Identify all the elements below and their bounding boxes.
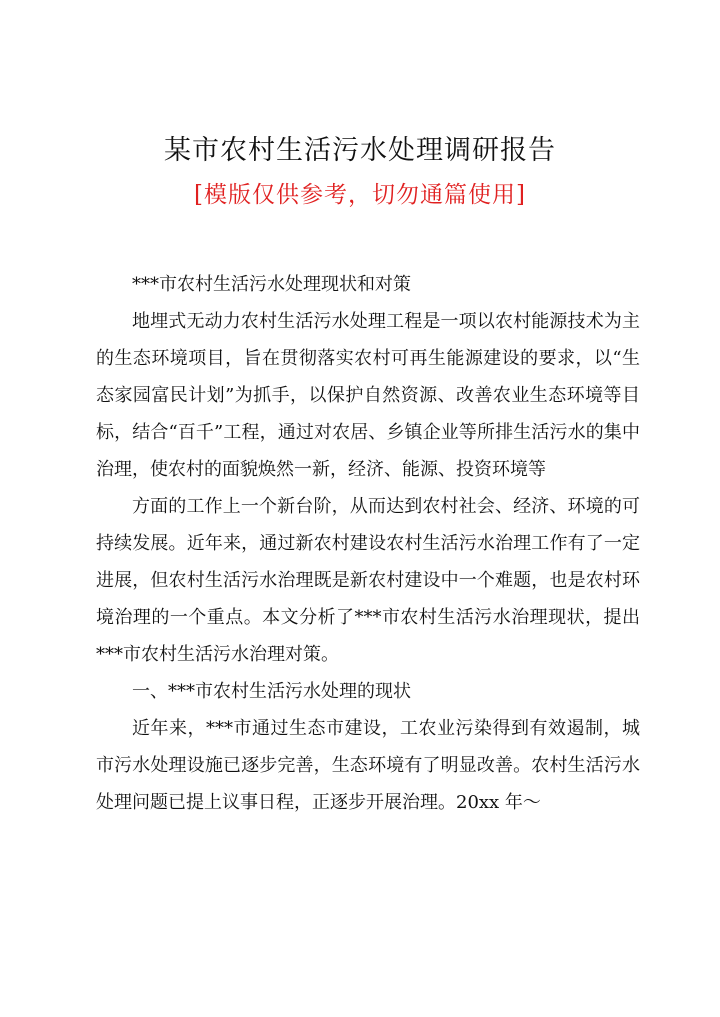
section-heading: 一、***市农村生活污水处理的现状 bbox=[132, 681, 411, 702]
template-notice: [模版仅供参考，切勿通篇使用] bbox=[194, 182, 526, 208]
body-paragraph: 近年来，***市通过生态市建设，工农业污染得到有效遏制，城市污水处理设施已逐步完善，生态环境有了明显改善。农村生活污水处理问题已提上议事日程，正逐步开展治理。20xx 年～ bbox=[96, 718, 640, 813]
body-paragraph: 方面的工作上一个新台阶，从而达到农村社会、经济、环境的可持续发展。近年来，通过新农村建设农村生活污水治理工作有了一定进展，但农村生活污水治理既是新农村建设中一个难题，也是农村环境治理的一个重点。本文分析了***市农村生活污水治理现状，提出***市农村生活污水治理对策。 bbox=[96, 496, 640, 665]
document-body bbox=[96, 266, 640, 821]
document-title: 某市农村生活污水处理调研报告 bbox=[164, 135, 556, 166]
section-heading: ***市农村生活污水处理现状和对策 bbox=[132, 274, 411, 295]
body-paragraph: 地埋式无动力农村生活污水处理工程是一项以农村能源技术为主的生态环境项目，旨在贯彻落实农村可再生能源建设的要求，以“生态家园富民计划”为抓手，以保护自然资源、改善农业生态环境等目标，结合“百千”工程，通过对农居、乡镇企业等所排生活污水的集中治理，使农村的面貌焕然一新，经济、能源、投资环境等 bbox=[96, 311, 640, 480]
